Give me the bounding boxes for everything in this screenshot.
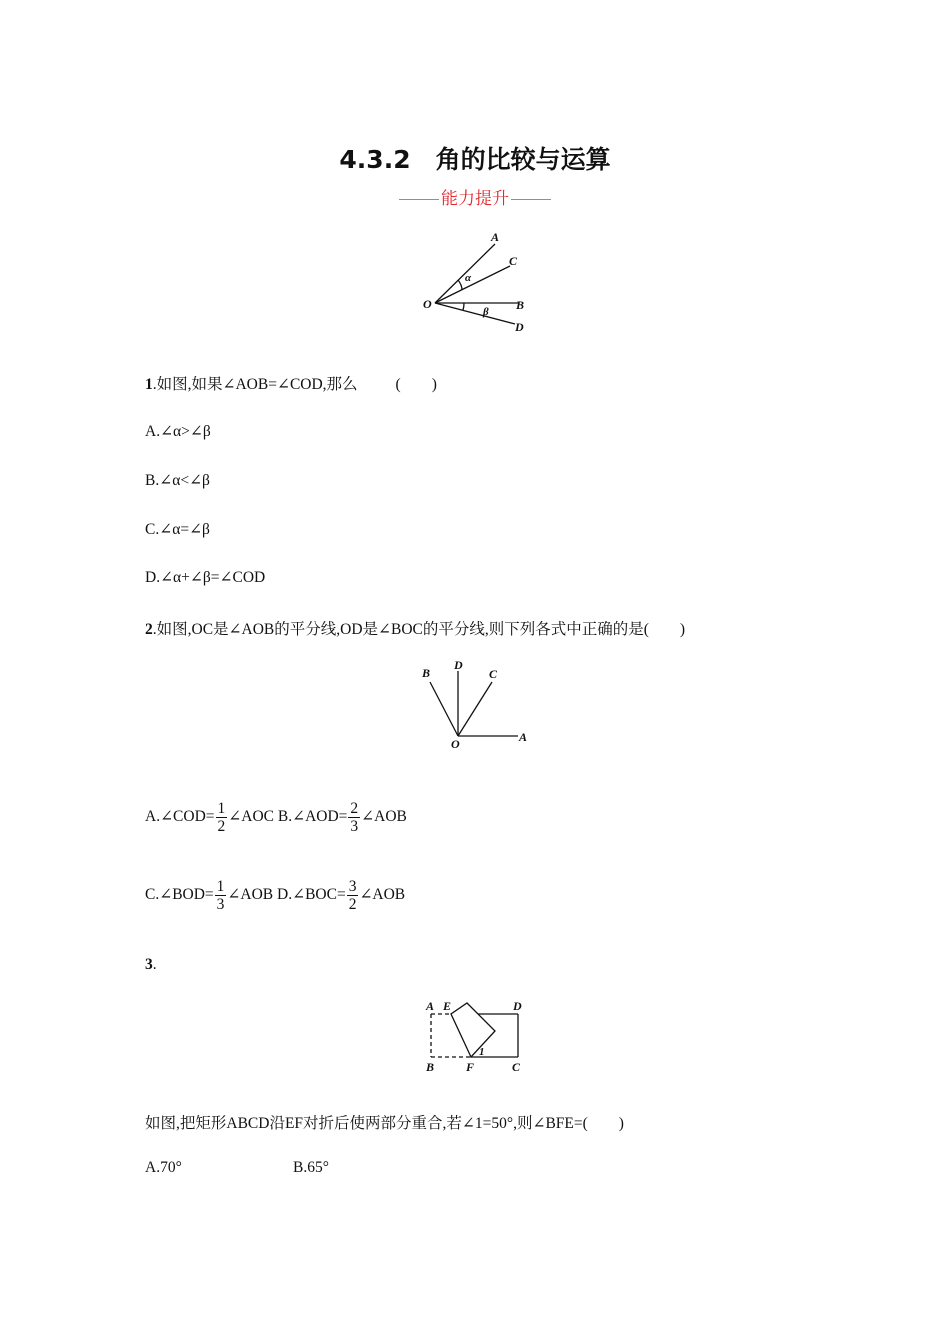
label-B: B xyxy=(426,1060,435,1074)
question-2-option-a xyxy=(145,800,274,835)
option-d-prefix: D.∠BOC= xyxy=(277,886,346,904)
angle-figure-1 xyxy=(415,228,540,338)
question-2-option-c xyxy=(145,878,274,913)
label-C: C xyxy=(489,667,498,681)
question-1-bracket: ( ) xyxy=(395,376,437,393)
question-1-option-b: B.∠α<∠β xyxy=(145,472,210,489)
angle-figure-2 xyxy=(415,655,540,755)
option-c-fraction xyxy=(215,878,227,913)
option-a-fraction xyxy=(216,800,228,835)
question-3-number: 3 xyxy=(145,956,153,973)
question-2-option-d xyxy=(277,878,406,913)
option-c-denominator: 3 xyxy=(216,896,225,913)
label-D: D xyxy=(454,658,463,672)
question-1-number: 1 xyxy=(145,376,153,393)
option-a-denominator: 2 xyxy=(217,818,226,835)
option-b-numerator: 2 xyxy=(350,800,359,817)
subtitle-rule-right xyxy=(511,199,551,200)
label-O: O xyxy=(451,737,460,751)
ray-OB xyxy=(430,682,458,736)
option-a-prefix: A.∠COD= xyxy=(145,808,215,826)
option-a-suffix: ∠AOC xyxy=(228,808,274,826)
label-angle-1: 1 xyxy=(479,1046,485,1058)
option-d-fraction xyxy=(347,878,359,913)
question-1-option-c: C.∠α=∠β xyxy=(145,521,210,538)
label-C: C xyxy=(509,254,518,268)
question-2-stem xyxy=(145,617,685,639)
label-D: D xyxy=(515,320,524,334)
question-2-options-row-2 xyxy=(145,878,405,913)
label-beta: β xyxy=(483,306,489,318)
ray-OC xyxy=(458,682,492,736)
option-b-prefix: B.∠AOD= xyxy=(277,808,348,826)
label-B: B xyxy=(516,298,525,312)
question-2-option-b xyxy=(277,800,407,835)
option-b-suffix: ∠AOB xyxy=(361,808,407,826)
label-F: F xyxy=(466,1060,475,1074)
question-1-option-d: D.∠α+∠β=∠COD xyxy=(145,569,266,586)
label-D: D xyxy=(513,999,522,1013)
question-1-stem xyxy=(145,372,437,394)
question-2-options-row-1 xyxy=(145,800,407,835)
label-O: O xyxy=(423,297,432,311)
label-A: A xyxy=(426,999,435,1013)
section-subtitle xyxy=(0,184,950,209)
option-b-fraction xyxy=(348,800,360,835)
label-A: A xyxy=(519,730,528,744)
label-E: E xyxy=(443,999,452,1013)
question-3-dot: . xyxy=(152,956,157,973)
option-b-denominator: 3 xyxy=(350,818,359,835)
rectangle-fold-figure xyxy=(418,995,533,1077)
label-C: C xyxy=(512,1060,521,1074)
arc-alpha xyxy=(458,280,462,290)
question-1-option-a: A.∠α>∠β xyxy=(145,423,211,440)
label-alpha: α xyxy=(465,272,472,284)
ray-OD xyxy=(435,303,515,324)
option-a-numerator: 1 xyxy=(217,800,226,817)
option-c-numerator: 1 xyxy=(216,878,225,895)
question-3-number-line xyxy=(145,956,157,974)
label-A: A xyxy=(491,230,500,244)
ray-OC xyxy=(435,266,510,303)
option-d-suffix: ∠AOB xyxy=(359,886,406,904)
label-B: B xyxy=(422,666,431,680)
question-3-stem: 如图,把矩形ABCD沿EF对折后使两部分重合,若∠1=50°,则∠BFE=( ) xyxy=(145,1115,624,1132)
option-d-denominator: 2 xyxy=(348,896,357,913)
question-3-option-b: B.65° xyxy=(293,1159,329,1176)
folded-flap xyxy=(451,1003,495,1057)
question-2-number: 2 xyxy=(145,621,153,638)
subtitle-text: 能力提升 xyxy=(441,189,509,209)
option-d-numerator: 3 xyxy=(348,878,357,895)
subtitle-rule-left xyxy=(399,199,439,200)
arc-beta xyxy=(463,303,464,310)
option-c-prefix: C.∠BOD= xyxy=(145,886,214,904)
question-1-text: .如图,如果∠AOB=∠COD,那么 xyxy=(152,376,358,393)
question-2-text: .如图,OC是∠AOB的平分线,OD是∠BOC的平分线,则下列各式中正确的是( ) xyxy=(152,621,686,638)
question-3-option-a: A.70° xyxy=(145,1159,182,1176)
page-title: 4.3.2 角的比较与运算 xyxy=(339,145,611,174)
option-c-suffix: ∠AOB xyxy=(227,886,274,904)
